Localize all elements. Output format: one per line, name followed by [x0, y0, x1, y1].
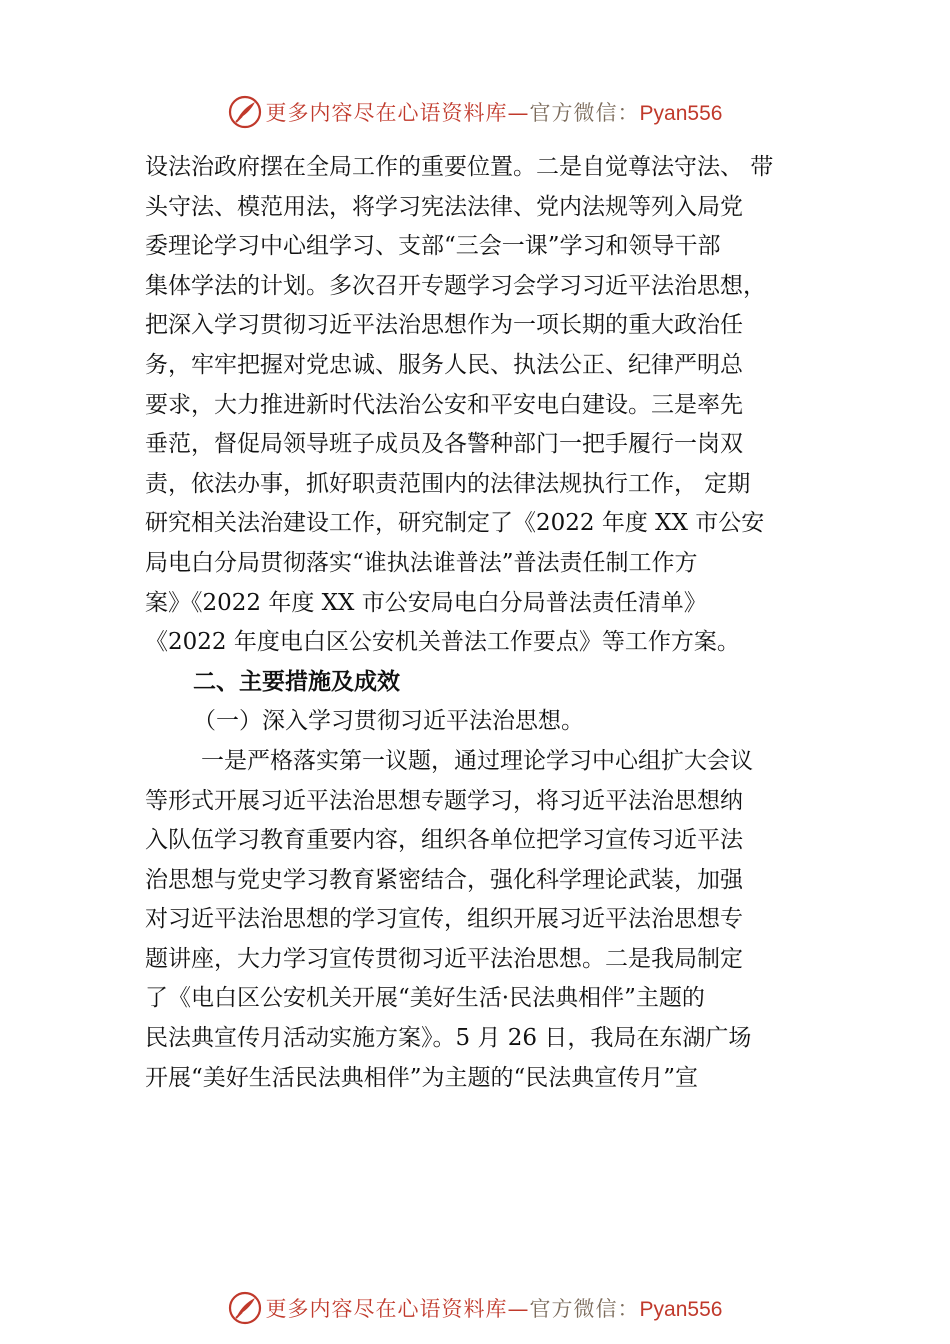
section-heading: 二、主要措施及成效: [193, 668, 400, 695]
text-line: 案》《2022 年度 XX 市公安局电白分局普法责任清单》: [145, 589, 707, 616]
text-line: 治思想与党史学习教育紧密结合，强化科学理论武装，加强: [145, 866, 743, 893]
paragraph-1: [145, 148, 805, 663]
document-body: [145, 148, 805, 1098]
text-line: 局电白分局贯彻落实“谁执法谁普法”普法责任制工作方: [145, 549, 698, 576]
text-line: 头守法、模范用法，将学习宪法法律、党内法规等列入局党: [145, 193, 743, 220]
feather-pen-logo-icon: [228, 95, 262, 129]
watermark-banner-top: [0, 92, 950, 132]
text-line: 了《电白区公安机关开展“美好生活·民法典相伴”主题的: [145, 985, 705, 1012]
paragraph-2: [145, 742, 805, 1098]
text-line: 研究相关法治建设工作，研究制定了《2022 年度 XX 市公安: [145, 510, 765, 537]
text-line: 题讲座，大力学习宣传贯彻习近平法治思想。二是我局制定: [145, 945, 743, 972]
text-line: 责，依法办事，抓好职责范围内的法律法规执行工作， 定期: [145, 470, 751, 497]
text-line: 对习近平法治思想的学习宣传，组织开展习近平法治思想专: [145, 906, 743, 933]
text-line: 要求，大力推进新时代法治公安和平安电白建设。三是率先: [145, 391, 743, 418]
text-line: 垂范，督促局领导班子成员及各警种部门一把手履行一岗双: [145, 431, 743, 458]
subsection-heading: （一）深入学习贯彻习近平法治思想。: [193, 708, 584, 735]
text-line: 《2022 年度电白区公安机关普法工作要点》等工作方案。: [145, 629, 740, 656]
feather-pen-logo-icon: [228, 1291, 262, 1325]
text-line: 入队伍学习教育重要内容，组织各单位把学习宣传习近平法: [145, 827, 743, 854]
text-line: 集体学法的计划。多次召开专题学习会学习习近平法治思想，: [145, 272, 766, 299]
text-line: 务，牢牢把握对党忠诚、服务人民、执法公正、纪律严明总: [145, 351, 743, 378]
text-line: 民法典宣传月活动实施方案》。5 月 26 日，我局在东湖广场: [145, 1025, 752, 1052]
watermark-text: 更多内容尽在心语资料库—官方微信：Pyan556: [265, 1297, 723, 1321]
text-line: 把深入学习贯彻习近平法治思想作为一项长期的重大政治任: [145, 312, 743, 339]
watermark-text: 更多内容尽在心语资料库—官方微信：Pyan556: [265, 101, 723, 125]
text-line: 等形式开展习近平法治思想专题学习，将习近平法治思想纳: [145, 787, 743, 814]
text-line: 一是严格落实第一议题，通过理论学习中心组扩大会议: [201, 747, 753, 774]
text-line: 开展“美好生活民法典相伴”为主题的“民法典宣传月”宣: [145, 1064, 699, 1091]
text-line: 设法治政府摆在全局工作的重要位置。二是自觉尊法守法、 带: [145, 154, 774, 180]
text-line: 委理论学习中心组学习、支部“三会一课”学习和领导干部: [145, 233, 721, 260]
watermark-banner-bottom: [0, 1288, 950, 1328]
